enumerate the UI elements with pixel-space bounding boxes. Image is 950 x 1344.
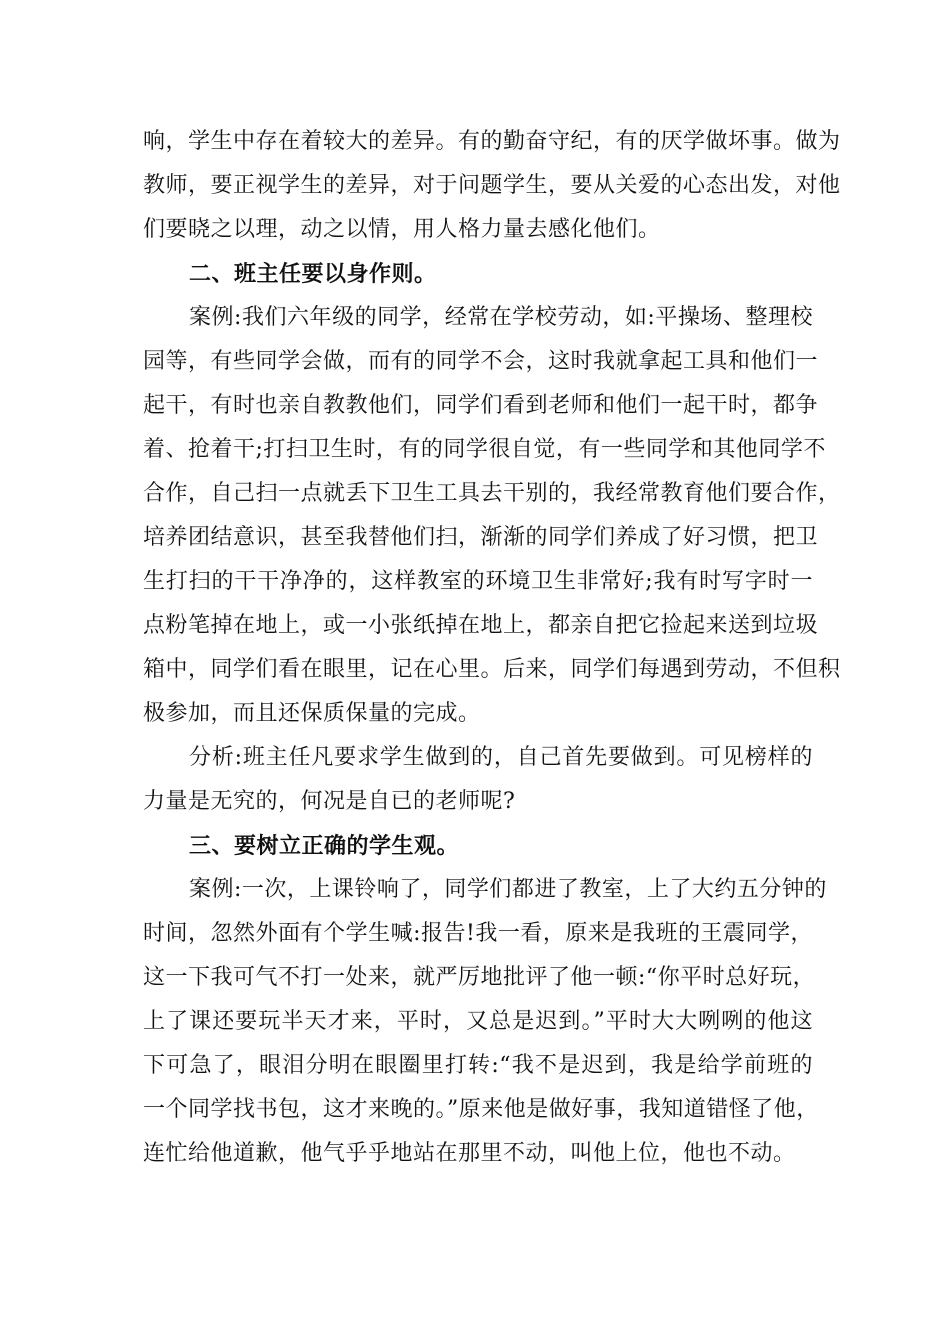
paragraph-line: 这一下我可气不打一处来，就严厉地批评了他一顿:“你平时总好玩，	[143, 965, 816, 990]
paragraph-line: 一个同学找书包，这才来晚的。”原来他是做好事，我知道错怪了他，	[143, 1097, 819, 1122]
paragraph-line: 培养团结意识，甚至我替他们扫，渐渐的同学们养成了好习惯，把卫	[143, 525, 819, 550]
paragraph-line: 箱中，同学们看在眼里，记在心里。后来，同学们每遇到劳动，不但积	[143, 657, 841, 682]
paragraph-line: 分析:班主任凡要求学生做到的，自己首先要做到。可见榜样的	[189, 745, 813, 770]
paragraph-line: 极参加，而且还保质保量的完成。	[143, 701, 481, 726]
paragraph-line: 案例:一次，上课铃响了，同学们都进了教室，上了大约五分钟的	[189, 877, 827, 902]
paragraph-line: 生打扫的干干净净的，这样教室的环境卫生非常好;我有时写字时一	[143, 569, 813, 594]
paragraph-line: 上了课还要玩半天才来，平时，又总是迟到。”平时大大咧咧的他这	[143, 1009, 813, 1034]
paragraph-line: 园等，有些同学会做，而有的同学不会，这时我就拿起工具和他们一	[143, 349, 819, 374]
paragraph-line: 教师，要正视学生的差异，对于问题学生，要从关爱的心态出发，对他	[143, 173, 841, 198]
paragraph-line: 力量是无究的，何况是自已的老师呢?	[143, 789, 516, 814]
paragraph-line: 着、抢着干;打扫卫生时，有的同学很自觉，有一些同学和其他同学不	[143, 437, 826, 462]
section-heading: 三、要树立正确的学生观。	[189, 833, 460, 859]
paragraph-line: 响，学生中存在着较大的差异。有的勤奋守纪，有的厌学做坏事。做为	[143, 129, 841, 154]
paragraph-line: 起干，有时也亲自教教他们，同学们看到老师和他们一起干时，都争	[143, 393, 819, 418]
paragraph-line: 们要晓之以理，动之以情，用人格力量去感化他们。	[143, 217, 661, 242]
paragraph-line: 案例:我们六年级的同学，经常在学校劳动，如:平操场、整理校	[189, 305, 813, 330]
paragraph-line: 连忙给他道歉，他气乎乎地站在那里不动，叫他上位，他也不动。	[143, 1141, 796, 1166]
section-heading: 二、班主任要以身作则。	[189, 261, 437, 287]
paragraph-line: 点粉笔掉在地上，或一小张纸掉在地上，都亲自把它捡起来送到垃圾	[143, 613, 819, 638]
paragraph-line: 下可急了，眼泪分明在眼圈里打转:“我不是迟到，我是给学前班的	[143, 1053, 813, 1078]
paragraph-line: 合作，自己扫一点就丢下卫生工具去干别的，我经常教育他们要合作，	[143, 481, 841, 506]
paragraph-line: 时间，忽然外面有个学生喊:报告!我一看，原来是我班的王震同学，	[143, 921, 813, 946]
